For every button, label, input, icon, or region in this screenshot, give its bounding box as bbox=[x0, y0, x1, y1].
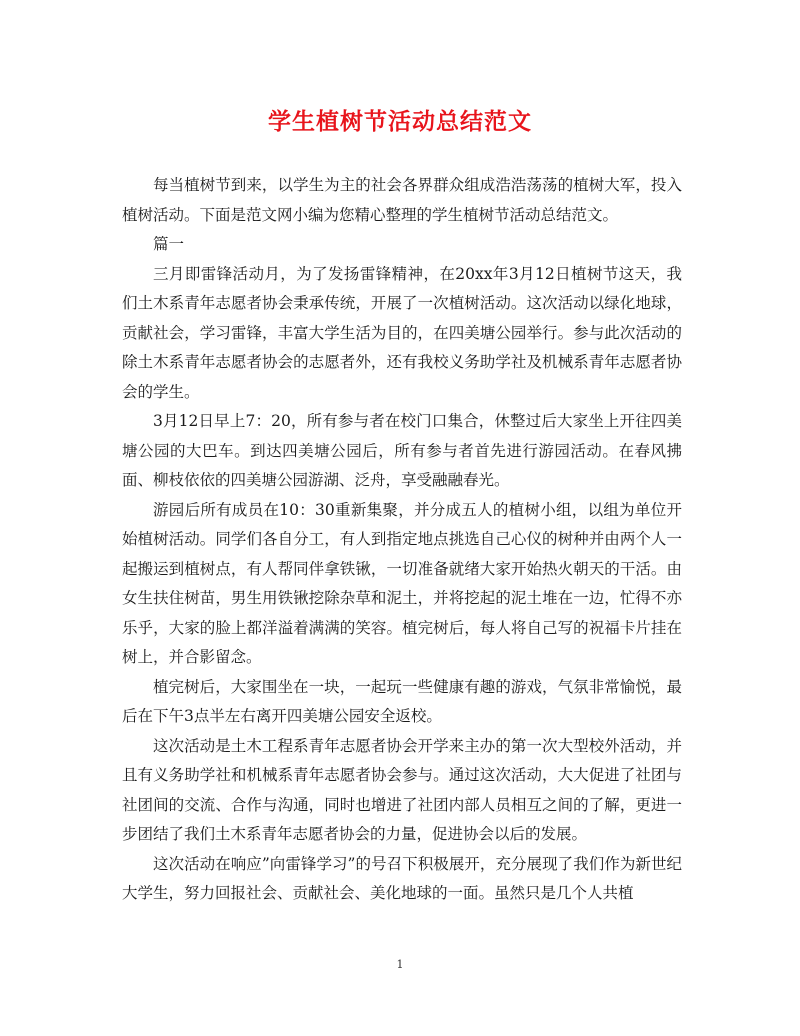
page-number: 1 bbox=[396, 958, 404, 971]
body-paragraph: 植完树后，大家围坐在一块，一起玩一些健康有趣的游戏，气氛非常愉悦，最后在下午3点半左右离开四美塘公园安全返校。 bbox=[122, 677, 682, 725]
section-heading: 篇一 bbox=[153, 235, 185, 253]
document-body bbox=[122, 171, 682, 909]
intro-paragraph: 每当植树节到来，以学生为主的社会各界群众组成浩浩荡荡的植树大军，投入植树活动。下面是范文网小编为您精心整理的学生植树节活动总结范文。 bbox=[122, 176, 682, 224]
body-paragraph: 这次活动在响应”向雷锋学习”的号召下积极展开，充分展现了我们作为新世纪大学生，努力回报社会、贡献社会、美化地球的一面。虽然只是几个人共植 bbox=[122, 854, 682, 902]
body-paragraph: 游园后所有成员在10：30重新集聚，并分成五人的植树小组，以组为单位开始植树活动。同学们各自分工，有人到指定地点挑选自己心仪的树种并由两个人一起搬运到植树点，有人帮同伴拿铁锹，一切准备就绪大家开始热火朝天的干活。由女生扶住树苗，男生用铁锹挖除杂草和泥土，并将挖起的泥土堆在一边，忙得不亦乐乎，大家的脸上都洋溢着满满的笑容。植完树后，每人将自己写的祝福卡片挂在树上，并合影留念。 bbox=[122, 500, 682, 666]
body-paragraph: 这次活动是土木工程系青年志愿者协会开学来主办的第一次大型校外活动，并且有义务助学社和机械系青年志愿者协会参与。通过这次活动，大大促进了社团与社团间的交流、合作与沟通，同时也增进了社团内部人员相互之间的了解，更进一步团结了我们土木系青年志愿者协会的力量，促进协会以后的发展。 bbox=[122, 736, 682, 843]
document-title: 学生植树节活动总结范文 bbox=[268, 108, 532, 135]
body-paragraph: 3月12日早上7：20，所有参与者在校门口集合，休整过后大家坐上开往四美塘公园的大巴车。到达四美塘公园后，所有参与者首先进行游园活动。在春风拂面、柳枝依依的四美塘公园游湖、泛舟，享受融融春光。 bbox=[122, 412, 682, 489]
body-paragraph: 三月即雷锋活动月，为了发扬雷锋精神，在20xx年3月12日植树节这天，我们土木系青年志愿者协会秉承传统，开展了一次植树活动。这次活动以绿化地球，贡献社会，学习雷锋，丰富大学生活为目的，在四美塘公园举行。参与此次活动的除土木系青年志愿者协会的志愿者外，还有我校义务助学社及机械系青年志愿者协会的学生。 bbox=[122, 264, 682, 401]
